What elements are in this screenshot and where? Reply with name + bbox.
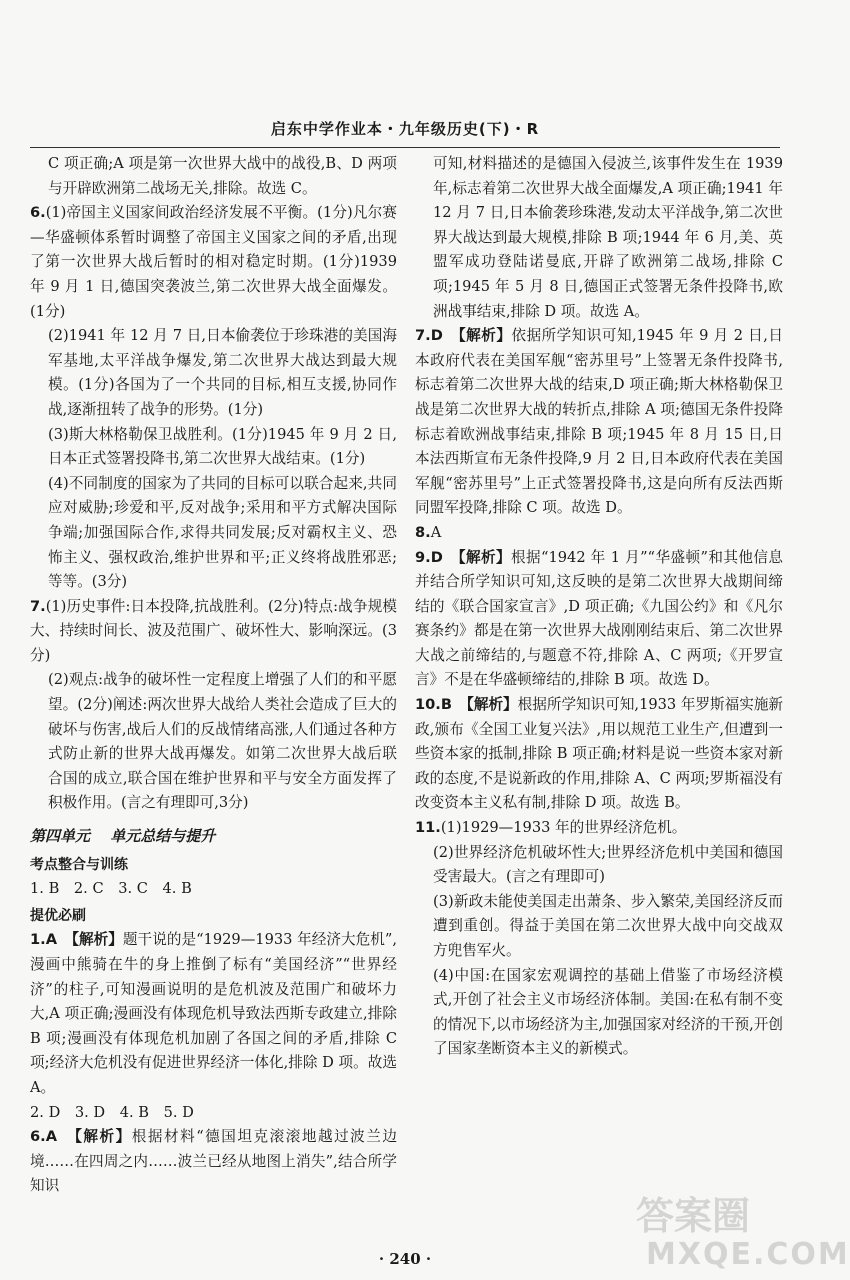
paragraph: (2)世界经济危机破坏性大;世界经济危机中美国和德国受害最大。(言之有理即可) [433,843,783,886]
running-header: 启东中学作业本・九年级历史(下)・R [270,120,540,138]
answer-tag: B 【解析】 [440,696,518,714]
watermark-site: MXQE.COM [646,1237,850,1272]
page-number: · 240 · [378,1250,432,1268]
answer-text: 依据所学知识可知,1945 年 9 月 2 日,日本政府代表在美国军舰“密苏里号”上签署无条件投降书,标志着第二次世界大战的结束,D 项正确;斯大林格勒保卫战是第二次世界大战的转折点,排除 A 项;德国无条件投降标志着欧洲战事结束,排除 B 项;1945 年 8 月 15 日,日本法西斯宣布无条件投降,9 月 2 日,日本政府代表在美国军舰“密苏里号”上正式签署投降书,这是向所有反法西斯同盟军投降,排除 C 项。故选 D。 [415,327,783,517]
paragraph: C 项正确;A 项是第一次世界大战中的战役,B、D 两项与开辟欧洲第二战场无关,排除。故选 C。 [48,155,397,197]
answer-text: 根据“1942 年 1 月”“华盛顿”和其他信息并结合所学知识可知,这反映的是第二次世界大战期间缔结的《联合国家宣言》,D 项正确;《九国公约》和《凡尔赛条约》都是在第一次世界大战刚刚结束后、第二次世界大战之前缔结的,与题意不符,排除 A、C 两项;《开罗宣言》不是在华盛顿缔结的,排除 B 项。故选 D。 [415,548,783,689]
paragraph: (2)1941 年 12 月 7 日,日本偷袭位于珍珠港的美国海军基地,太平洋战争爆发,第二次世界大战达到最大规模。(1分)各国为了一个共同的目标,相互支援,协同作战,逐渐扭转了战争的形势。(1分) [48,327,397,418]
item-number: 6. [30,204,46,222]
answer-text: (1)历史事件:日本投降,抗战胜利。(2分)特点:战争规模大、持续时间长、波及范围广、破坏性大、影响深远。(3分) [30,597,397,664]
item-number: 7. [415,327,431,345]
answer-item [415,816,783,841]
paragraph: (4)中国:在国家宏观调控的基础上借鉴了市场经济模式,开创了社会主义市场经济体制。美国:在私有制不变的情况下,以市场经济为主,加强国家对经济的干预,开创了国家垄断资本主义的新模式。 [433,966,783,1058]
answer-item [415,521,783,546]
item-number: 11. [415,819,441,837]
answer-text: (1)帝国主义国家间政治经济发展不平衡。(1分)凡尔赛—华盛顿体系暂时调整了帝国主义国家之间的矛盾,出现了第一次世界大战后暂时的相对稳定时期。(1分)1939 年 9 月 1 日,德国突袭波兰,第二次世界大战全面爆发。(1分) [30,204,397,320]
answer-tag: A 【解析】 [45,931,123,949]
paragraph: 1. B 2. C 3. C 4. B [30,880,192,898]
section-title: 第四单元 单元总结与提升 [30,827,216,846]
answer-tag: D 【解析】 [430,327,512,345]
left-column [30,152,397,1199]
answer-item [30,928,397,1100]
item-number: 10. [415,696,441,714]
answer-text: (1)1929—1933 年的世界经济危机。 [440,819,687,837]
answer-item [30,595,397,669]
answer-tag: A 【解析】 [45,1128,132,1146]
paragraph: (4)不同制度的国家为了共同的目标可以联合起来,共同应对威胁;珍爱和平,反对战争;采用和平方式解决国际争端;加强国际合作,求得共同发展;反对霸权主义、恐怖主义、强权政治,维护世界和平;正义终将战胜邪恶;等等。(3分) [48,474,397,591]
subsection-heading: 考点整合与训练 [30,856,128,873]
right-column [415,152,783,1062]
watermark-logo [636,1185,850,1275]
item-number: 8. [415,523,431,541]
item-number: 6. [30,1128,46,1146]
item-number: 7. [30,597,46,615]
subsection-heading: 提优必刷 [30,907,86,924]
answer-text: 根据材料“德国坦克滚滚地越过波兰边境……在四周之内……波兰已经从地图上消失”,结合所学知识 [30,1128,397,1195]
answer-tag: D 【解析】 [430,548,511,566]
answer-item [415,693,783,816]
header-rule [30,147,780,148]
paragraph: (3)新政未能使美国走出萧条、步入繁荣,美国经济反而遭到重创。得益于美国在第二次世界大战中向交战双方兜售军火。 [433,892,783,959]
item-number: 9. [415,548,431,566]
answer-text: 根据所学知识可知,1933 年罗斯福实施新政,颁布《全国工业复兴法》,用以规范工业生产,但遭到一些资本家的抵制,排除 B 项正确;材料是说一些资本家对新政的态度,不是说新政的作用,排除 A、C 两项;罗斯福没有改变资本主义私有制,排除 D 项。故选 B。 [415,696,784,812]
paragraph: (2)观点:战争的破坏性一定程度上增强了人们的和平愿望。(2分)阐述:两次世界大战给人类社会造成了巨大的破坏与伤害,战后人们的反战情绪高涨,人们通过各种方式防止新的世界大战再爆发。如第二次世界大战后联合国的成立,联合国在维护世界和平与安全方面发挥了积极作用。(言之有理即可,3分) [48,671,397,812]
answer-item [415,546,783,694]
paragraph: (3)斯大林格勒保卫战胜利。(1分)1945 年 9 月 2 日,日本正式签署投降书,第二次世界大战结束。(1分) [48,425,397,468]
paragraph: 2. D 3. D 4. B 5. D [30,1103,194,1121]
item-number: 1. [30,931,46,949]
answer-item [415,324,783,521]
paragraph: 可知,材料描述的是德国入侵波兰,该事件发生在 1939 年,标志着第二次世界大战全面爆发,A 项正确;1941 年 12 月 7 日,日本偷袭珍珠港,发动太平洋战争,第二次世界大战达到最大规模,排除 B 项;1944 年 6 月,美、英盟军成功登陆诺曼底,开辟了欧洲第二战场,排除 C 项;1945 年 5 月 8 日,德国正式签署无条件投降书,欧洲战事结束,排除 D 项。故选 A。 [433,155,783,320]
answer-text: A [430,523,442,541]
answer-item [30,201,397,324]
watermark-text: 答案圈 [636,1194,751,1238]
answer-item [30,1125,397,1199]
answer-text: 题干说的是“1929—1933 年经济大危机”,漫画中熊骑在牛的身上推倒了标有“美国经济”“世界经济”的柱子,可知漫画说明的是危机波及范围广和破坏力大,A 项正确;漫画没有体现危机导致法西斯专政建立,排除 B 项;漫画没有体现危机加剧了各国之间的矛盾,排除 C 项;经济大危机没有促进世界经济一体化,排除 D 项。故选 A。 [30,931,398,1096]
